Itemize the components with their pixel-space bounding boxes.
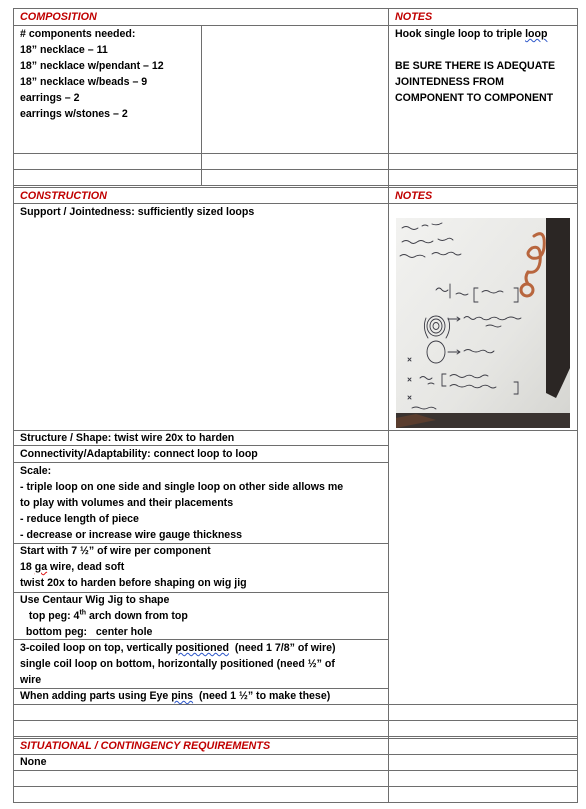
bottom-peg-line: bottom peg: center hole [20, 626, 153, 638]
notes-warning-line: JOINTEDNESS FROM [395, 76, 504, 88]
scale-line: to play with volumes and their placements [20, 497, 234, 509]
rule [577, 738, 578, 803]
rule [13, 153, 578, 154]
rule [13, 770, 578, 771]
notes-warning-line: BE SURE THERE IS ADEQUATE [395, 60, 556, 72]
component-item: 18” necklace – 11 [20, 44, 108, 56]
connectivity-text: Connectivity/Adaptability: connect loop to loop [20, 448, 258, 460]
spellcheck-word: positioned [175, 642, 229, 654]
start-line: Start with 7 ½” of wire per component [20, 545, 211, 557]
components-title: # components needed: [20, 28, 136, 40]
component-item: 18” necklace w/pendant – 12 [20, 60, 164, 72]
coil-line: wire [20, 674, 42, 686]
rule [388, 738, 389, 803]
rule [13, 802, 578, 803]
notes-header-top: NOTES [395, 11, 433, 23]
rule [13, 8, 578, 9]
notes-hook-line: Hook single loop to triple loop [395, 28, 548, 40]
rule [13, 8, 14, 188]
rule [13, 720, 578, 721]
rule [13, 738, 14, 803]
scale-label: Scale: [20, 465, 52, 477]
component-item: 18” necklace w/beads – 9 [20, 76, 148, 88]
rule [577, 187, 578, 739]
situational-header: SITUATIONAL / CONTINGENCY REQUIREMENTS [20, 740, 271, 752]
jig-line: Use Centaur Wig Jig to shape [20, 594, 170, 606]
twist-line: twist 20x to harden before shaping on wig jig [20, 577, 247, 589]
rule [13, 736, 578, 737]
support-text: Support / Jointedness: sufficiently sized loops [20, 206, 255, 218]
coil-line: 3-coiled loop on top, vertically positioned (need 1 7/8” of wire) [20, 642, 336, 654]
rule [13, 187, 14, 739]
coil-line: single coil loop on bottom, horizontally positioned (need ½” of [20, 658, 335, 670]
rule [13, 754, 578, 755]
spellcheck-word: loop [525, 28, 548, 40]
construction-header: CONSTRUCTION [20, 190, 107, 202]
rule [577, 8, 578, 188]
scale-line: - reduce length of piece [20, 513, 139, 525]
rule [13, 185, 578, 186]
notes-warning-line: COMPONENT TO COMPONENT [395, 92, 554, 104]
component-item: earrings w/stones – 2 [20, 108, 128, 120]
rule [13, 462, 388, 463]
structure-text: Structure / Shape: twist wire 20x to harden [20, 432, 235, 444]
scale-line: - decrease or increase wire gauge thickness [20, 529, 242, 541]
component-item: earrings – 2 [20, 92, 80, 104]
eye-pins-line: When adding parts using Eye pins (need 1 ½” to make these) [20, 690, 331, 702]
rule [388, 187, 389, 739]
rule [388, 8, 389, 188]
top-peg-line: top peg: 4th arch down from top [20, 609, 188, 622]
handwritten-sketch-photo-icon [396, 218, 570, 428]
rule [13, 169, 578, 170]
rule [201, 25, 202, 186]
rule [13, 786, 578, 787]
scale-line: - triple loop on one side and single loop on other side allows me [20, 481, 344, 493]
composition-header: COMPOSITION [20, 11, 97, 23]
spellcheck-word: ga [34, 561, 48, 573]
notes-header-mid: NOTES [395, 190, 433, 202]
situational-value: None [20, 756, 47, 768]
sketch-photo [396, 218, 570, 428]
wire-gauge-line: 18 ga wire, dead soft [20, 561, 125, 573]
spellcheck-word: pins [171, 690, 194, 702]
rule [13, 704, 578, 705]
